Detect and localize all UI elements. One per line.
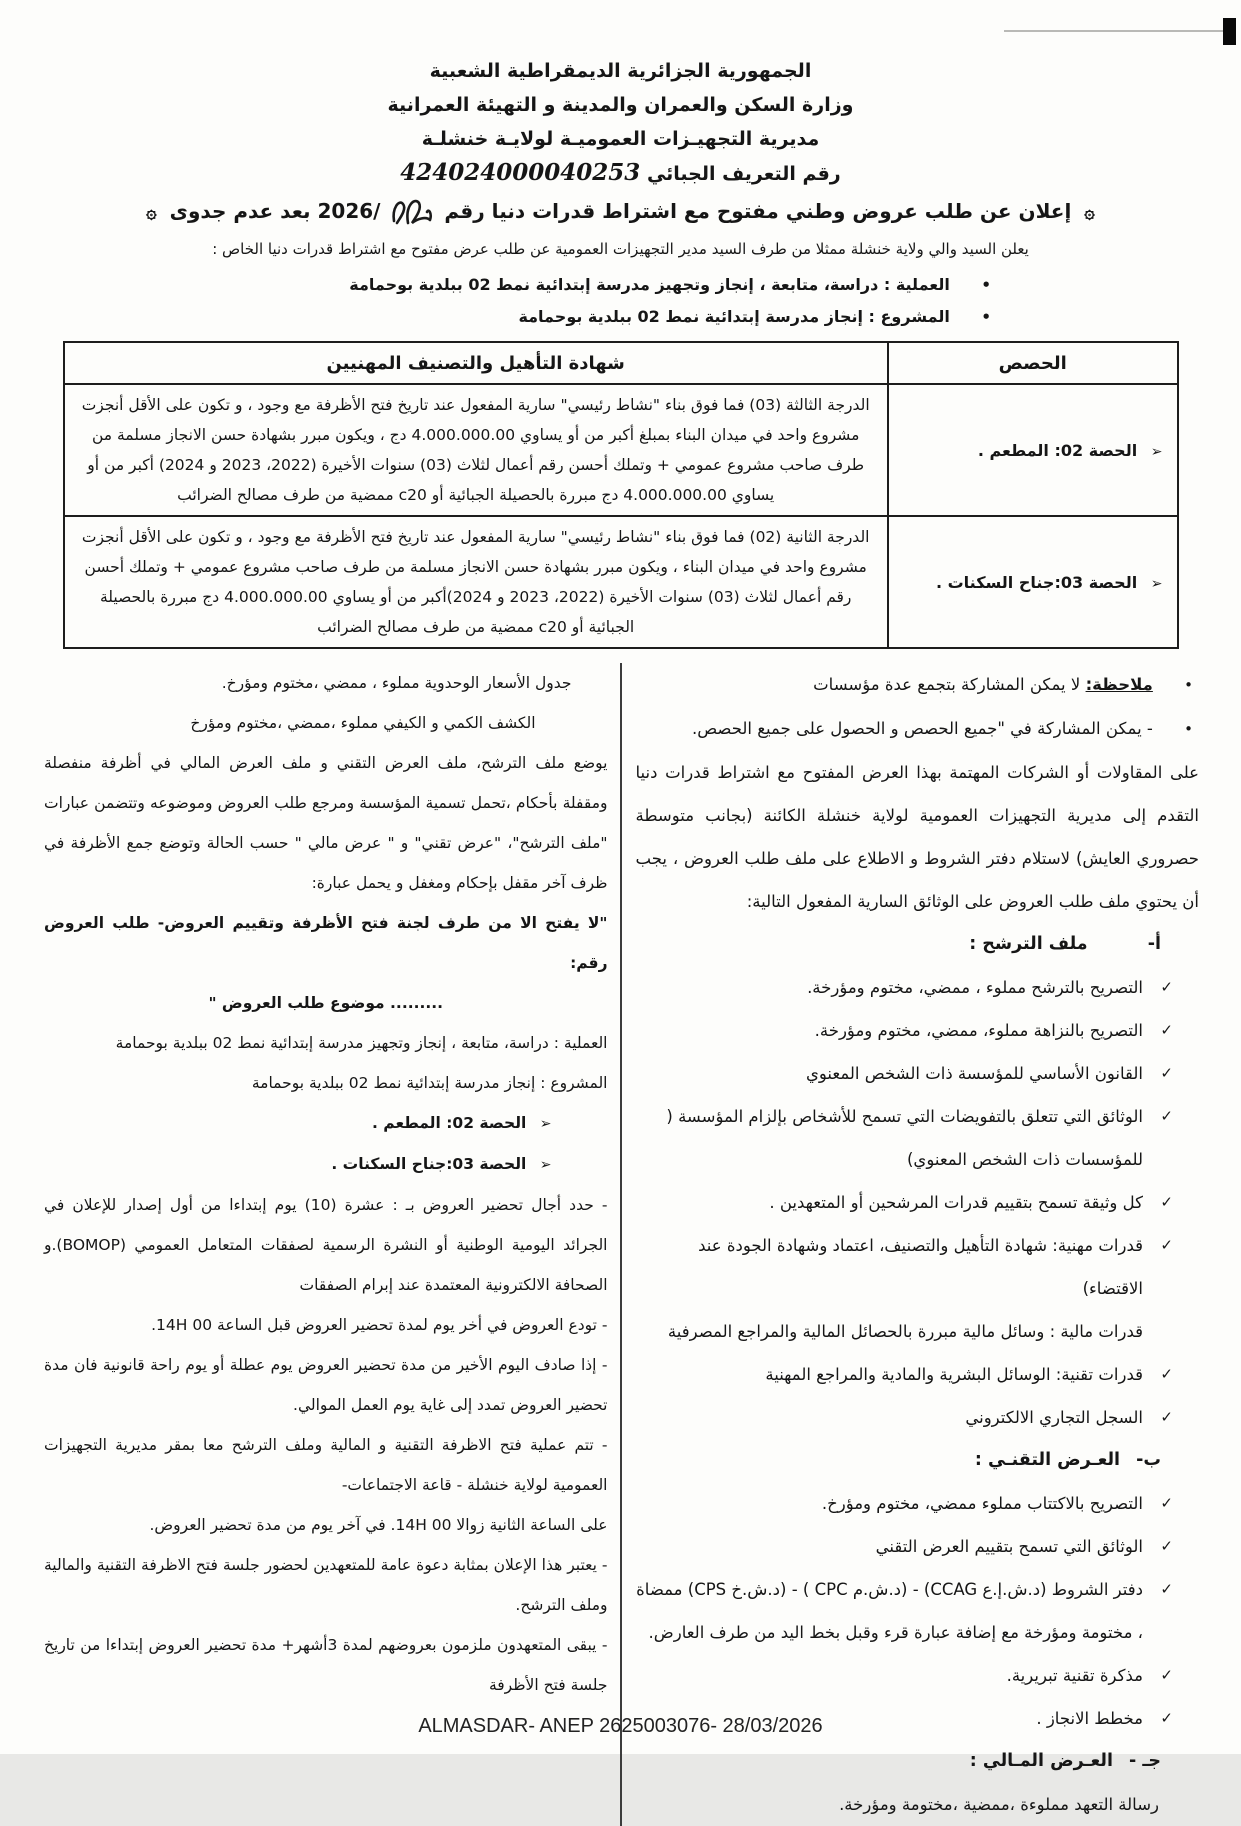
column-header-lots: الحصص xyxy=(888,342,1178,384)
document-item xyxy=(636,1353,1200,1396)
lot-label: الحصة 03:جناح السكنات . xyxy=(935,572,1138,592)
section-title: العـرض التقنـي : xyxy=(974,1450,1121,1470)
document-item-text: مخطط الانجاز . xyxy=(1036,1709,1143,1728)
document-item-text: دفتر الشروط (د.ش.إ.ع CCAG) - (د.ش.م CPC ) - (د.ش.خ CPS) ممضاة ، مختومة ومؤرخة مع إضافة عبارة قرء وقبل بخط اليد من طرف العارض. xyxy=(636,1580,1143,1642)
arrow-bullet-icon: ➢ xyxy=(539,1116,552,1132)
section-title: ملف الترشح : xyxy=(969,934,1088,954)
handwritten-number xyxy=(389,194,435,226)
tender-subject-dots-line: ......... موضوع طلب العروض " xyxy=(208,994,444,1012)
anep-reference: ALMASDAR- ANEP 2625003076- 28/03/2026 xyxy=(418,1715,823,1737)
lot-line-restaurant xyxy=(44,1103,608,1144)
arrow-bullet-icon: ➢ xyxy=(1150,575,1163,592)
documents-column xyxy=(620,663,1200,1826)
tax-id-line xyxy=(0,156,1241,191)
section-title: العـرض المـالي : xyxy=(969,1751,1113,1771)
check-icon: ✓ xyxy=(1160,1408,1173,1426)
note-text: - يمكن المشاركة في "جميع الحصص و الحصول على جميع الحصص. xyxy=(691,719,1153,738)
announcement-title xyxy=(0,193,1241,231)
scan-artifact-blob xyxy=(1223,18,1236,45)
document-item-text: التصريح بالاكتتاب مملوء ممضي، مختوم ومؤرخ. xyxy=(821,1494,1143,1513)
document-item xyxy=(636,1654,1200,1697)
document-item-text: مذكرة تقنية تبريرية. xyxy=(1006,1666,1143,1685)
holiday-extension-paragraph: - إذا صادف اليوم الأخير من مدة تحضير العروض يوم عطلة أو يوم راحة قانونية فان مدة تحضير العروض تمدد إلى غاية يوم العمل الموالي. xyxy=(44,1356,608,1414)
section-prefix: ب- xyxy=(1136,1450,1161,1470)
document-item xyxy=(636,1181,1200,1224)
column-header-requirements: شهادة التأهيل والتصنيف المهنيين xyxy=(64,342,888,384)
document-item xyxy=(636,1224,1200,1310)
announcement-title-text: إعلان عن طلب عروض وطني مفتوح مع اشتراط قدرات دنيا رقم xyxy=(444,199,1072,223)
document-item-text: القانون الأساسي للمؤسسة ذات الشخص المعنوي xyxy=(805,1064,1143,1083)
table-row xyxy=(64,384,1178,516)
document-item-text: كل وثيقة تسمح بتقييم قدرات المرشحين أو المتعهدين . xyxy=(769,1193,1143,1212)
section-heading-candidacy xyxy=(636,923,1200,966)
section-prefix: جـ - xyxy=(1129,1751,1161,1771)
operation-text: العملية : دراسة، متابعة ، إنجاز وتجهيز مدرسة إبتدائية نمط 02 ببلدية بوحمامة xyxy=(349,275,950,294)
check-icon: ✓ xyxy=(1160,1666,1173,1684)
document-item xyxy=(636,1052,1200,1095)
tax-id-label: رقم التعريف الجبائي xyxy=(646,163,841,185)
document-item xyxy=(636,1568,1200,1654)
check-icon: ✓ xyxy=(1160,1709,1173,1727)
check-icon: ✓ xyxy=(1160,1064,1173,1082)
public-invitation-paragraph: - يعتبر هذا الإعلان بمثابة دعوة عامة للمتعهدين لحضور جلسة فتح الاظرفة التقنية والمالية وملف الترشح. xyxy=(44,1556,608,1614)
scan-artifact-line xyxy=(1004,30,1229,32)
financial-offer-item: رسالة التعهد مملوءة ،ممضية ،مختومة ومؤرخة. xyxy=(839,1795,1159,1814)
document-item xyxy=(636,1095,1200,1181)
submission-intro-paragraph: على المقاولات أو الشركات المهتمة بهذا العرض المفتوح مع اشتراط قدرات دنيا التقدم إلى مديرية التجهيزات العمومية لولاية خنشلة الكائنة (بجانب متوسطة حصروري العايش) لاستلام دفتر الشروط و الاطلاع على ملف طلب العروض ، يجب أن يحتوي ملف طلب العروض على الوثائق السارية المفعول التالية: xyxy=(635,763,1199,911)
check-icon: ✓ xyxy=(1160,978,1173,996)
republic-title: الجمهورية الجزائرية الديمقراطية الشعبية xyxy=(429,60,812,82)
note-line-2 xyxy=(636,707,1200,751)
document-item xyxy=(636,966,1200,1009)
outer-envelope-mention-line: "لا يفتح الا من طرف لجنة فتح الأظرفة وتقييم العروض- طلب العروض رقم: xyxy=(44,914,608,972)
requirement-cell: الدرجة الثانية (02) فما فوق بناء "نشاط رئيسي" سارية المفعول عند تاريخ فتح الأظرفة مع وجود ، و تكون على الأقل أنجزت مشروع واحد في ميدان البناء ، ويكون مبرر بشهادة حسن الانجاز مسلمة من طرف صاحب مشروع عمومي + وتملك أحسن رقم أعمال لثلاث (03) سنوات الأخيرة (2022، 2023 و 2024)أكبر من أو يساوي 4.000.000.00 دج مبررة بالحصيلة الجبائية أو c20 ممضية من طرف مصالح الضرائب xyxy=(64,516,888,648)
document-item-text: قدرات مهنية: شهادة التأهيل والتصنيف، اعتماد وشهادة الجودة عند الاقتضاء) xyxy=(698,1236,1143,1298)
document-item-text: التصريح بالترشح مملوء ، ممضي، مختوم ومؤرخة. xyxy=(807,978,1143,997)
note-label: ملاحظة: xyxy=(1085,675,1153,694)
lots-qualification-table xyxy=(63,341,1179,649)
note-line-1 xyxy=(636,663,1200,707)
ornament-icon: ۞ xyxy=(146,202,157,223)
check-icon: ✓ xyxy=(1160,1236,1173,1254)
financial-capacities-line: قدرات مالية : وسائل مالية مبررة بالحصائل المالية والمراجع المصرفية xyxy=(667,1322,1143,1341)
lot-label: الحصة 02: المطعم . xyxy=(372,1114,527,1132)
project-text: المشروع : إنجاز مدرسة إبتدائية نمط 02 ببلدية بوحمامة xyxy=(518,307,950,326)
section-prefix: أ- xyxy=(1147,934,1161,954)
check-icon: ✓ xyxy=(1160,1537,1173,1555)
document-item xyxy=(636,1396,1200,1439)
unit-price-table-line: جدول الأسعار الوحدوية مملوء ، ممضي ،مختوم ومؤرخ. xyxy=(221,674,572,692)
check-icon: ✓ xyxy=(1160,1021,1173,1039)
document-item-text: الوثائق التي تتعلق بالتفويضات التي تسمح للأشخاص بإلزام المؤسسة ( للمؤسسات ذات الشخص المعنوي) xyxy=(666,1107,1143,1169)
preparation-period-paragraph: - حدد أجال تحضير العروض بـ : عشرة (10) يوم إبتداءا من أول إصدار للإعلان في الجرائد اليومية الوطنية أو النشرة الرسمية لصفقات المتعامل العمومي (BOMOP).و الصحافة الالكترونية المعتمدة عند إبرام الصفقات xyxy=(44,1196,608,1294)
check-icon: ✓ xyxy=(1160,1107,1173,1125)
document-item-text: قدرات تقنية: الوسائل البشرية والمادية والمراجع المهنية xyxy=(765,1365,1143,1384)
table-header-row xyxy=(64,342,1178,384)
project-repeat-line: المشروع : إنجاز مدرسة إبتدائية نمط 02 ببلدية بوحمامة xyxy=(251,1074,608,1092)
document-item xyxy=(636,1525,1200,1568)
tax-id-value: 424024000040253 xyxy=(400,159,641,186)
document-item xyxy=(636,1009,1200,1052)
bullet-dot-icon: • xyxy=(981,308,991,326)
anep-footer xyxy=(0,1715,1241,1738)
opening-time-line: على الساعة الثانية زوالا 14H 00. في آخر يوم من مدة تحضير العروض. xyxy=(149,1516,608,1534)
procedure-column xyxy=(40,663,620,1826)
bullet-dot-icon: • xyxy=(981,276,991,294)
document-item xyxy=(636,1482,1200,1525)
intro-bullets xyxy=(0,269,991,333)
check-icon: ✓ xyxy=(1160,1580,1173,1598)
lot-cell xyxy=(888,384,1178,516)
directorate-title: مديرية التجهيـزات العموميـة لولايـة خنشلـة xyxy=(421,128,820,150)
operation-line xyxy=(0,269,991,301)
ministry-title: وزارة السكن والعمران والمدينة و التهيئة العمرانية xyxy=(387,94,854,116)
lot-cell xyxy=(888,516,1178,648)
bullet-dot-icon: • xyxy=(1184,676,1193,694)
document-item-text: الوثائق التي تسمح بتقييم العرض التقني xyxy=(875,1537,1143,1556)
arrow-bullet-icon: ➢ xyxy=(539,1157,552,1173)
lot-label: الحصة 03:جناح السكنات . xyxy=(331,1155,527,1173)
deposit-deadline-line: - تودع العروض في أخر يوم لمدة تحضير العروض قبل الساعة 14H 00. xyxy=(151,1316,608,1334)
offer-validity-paragraph: - يبقى المتعهدون ملزمون بعروضهم لمدة 3أشهر+ مدة تحضير العروض إبتداءا من تاريخ جلسة فتح الأظرفة xyxy=(44,1636,608,1694)
two-column-body xyxy=(40,663,1199,1826)
section-heading-technical xyxy=(636,1439,1200,1482)
project-line xyxy=(0,301,991,333)
quantitative-statement-line: الكشف الكمي و الكيفي مملوء ،ممضي ،مختوم ومؤرخ xyxy=(190,714,536,732)
document-header xyxy=(0,0,1241,265)
arrow-bullet-icon: ➢ xyxy=(1150,443,1163,460)
opening-location-paragraph: - تتم عملية فتح الاظرفة التقنية و المالية وملف الترشح معا بمقر مديرية التجهيزات العمومية لولاية خنشلة - قاعة الاجتماعات- xyxy=(44,1436,608,1494)
ornament-icon: ۞ xyxy=(1084,202,1095,223)
check-icon: ✓ xyxy=(1160,1193,1173,1211)
lot-line-housing xyxy=(44,1144,608,1185)
requirement-cell: الدرجة الثالثة (03) فما فوق بناء "نشاط رئيسي" سارية المفعول عند تاريخ فتح الأظرفة مع وجود ، و تكون على الأقل أنجزت مشروع واحد في ميدان البناء بمبلغ أكبر من أو يساوي 4.000.000.00 دج ، ويكون مبرر بشهادة حسن الانجاز مسلمة من طرف صاحب مشروع عمومي + وتملك أحسن رقم أعمال لثلاث (03) سنوات الأخيرة (2022، 2023 و 2024) أكبر من أو يساوي 4.000.000.00 دج مبررة بالحصيلة الجبائية أو c20 ممضية من طرف مصالح الضرائب xyxy=(64,384,888,516)
lot-label: الحصة 02: المطعم . xyxy=(977,440,1138,460)
bullet-dot-icon: • xyxy=(1184,720,1193,738)
document-item-text: التصريح بالنزاهة مملوء، ممضي، مختوم ومؤرخة. xyxy=(814,1021,1143,1040)
announcer-line: يعلن السيد والي ولاية خنشلة ممثلا من طرف السيد مدير التجهيزات العمومية عن طلب عرض مفتوح مع اشتراط قدرات دنيا الخاص : xyxy=(212,240,1029,258)
note-text: لا يمكن المشاركة بتجمع عدة مؤسسات xyxy=(813,675,1081,694)
section-heading-financial xyxy=(636,1740,1200,1783)
document-item-text: السجل التجاري الالكتروني xyxy=(965,1408,1143,1427)
envelopes-paragraph: يوضع ملف الترشح، ملف العرض التقني و ملف العرض المالي في أظرفة منفصلة ومقفلة بأحكام ،تحمل تسمية المؤسسة ومرجع طلب العروض وموضوعه وتتضمن عبارات "ملف الترشح"، "عرض تقني" و " عرض مالي " حسب الحالة وتوضع جمع الأظرفة في ظرف آخر مقفل بإحكام ومغفل و يحمل عبارة: xyxy=(44,754,608,892)
check-icon: ✓ xyxy=(1160,1365,1173,1383)
check-icon: ✓ xyxy=(1160,1494,1173,1512)
announcement-title-suffix: /2026 بعد عدم جدوى xyxy=(169,199,381,223)
operation-repeat-line: العملية : دراسة، متابعة ، إنجاز وتجهيز مدرسة إبتدائية نمط 02 ببلدية بوحمامة xyxy=(115,1034,608,1052)
table-row xyxy=(64,516,1178,648)
